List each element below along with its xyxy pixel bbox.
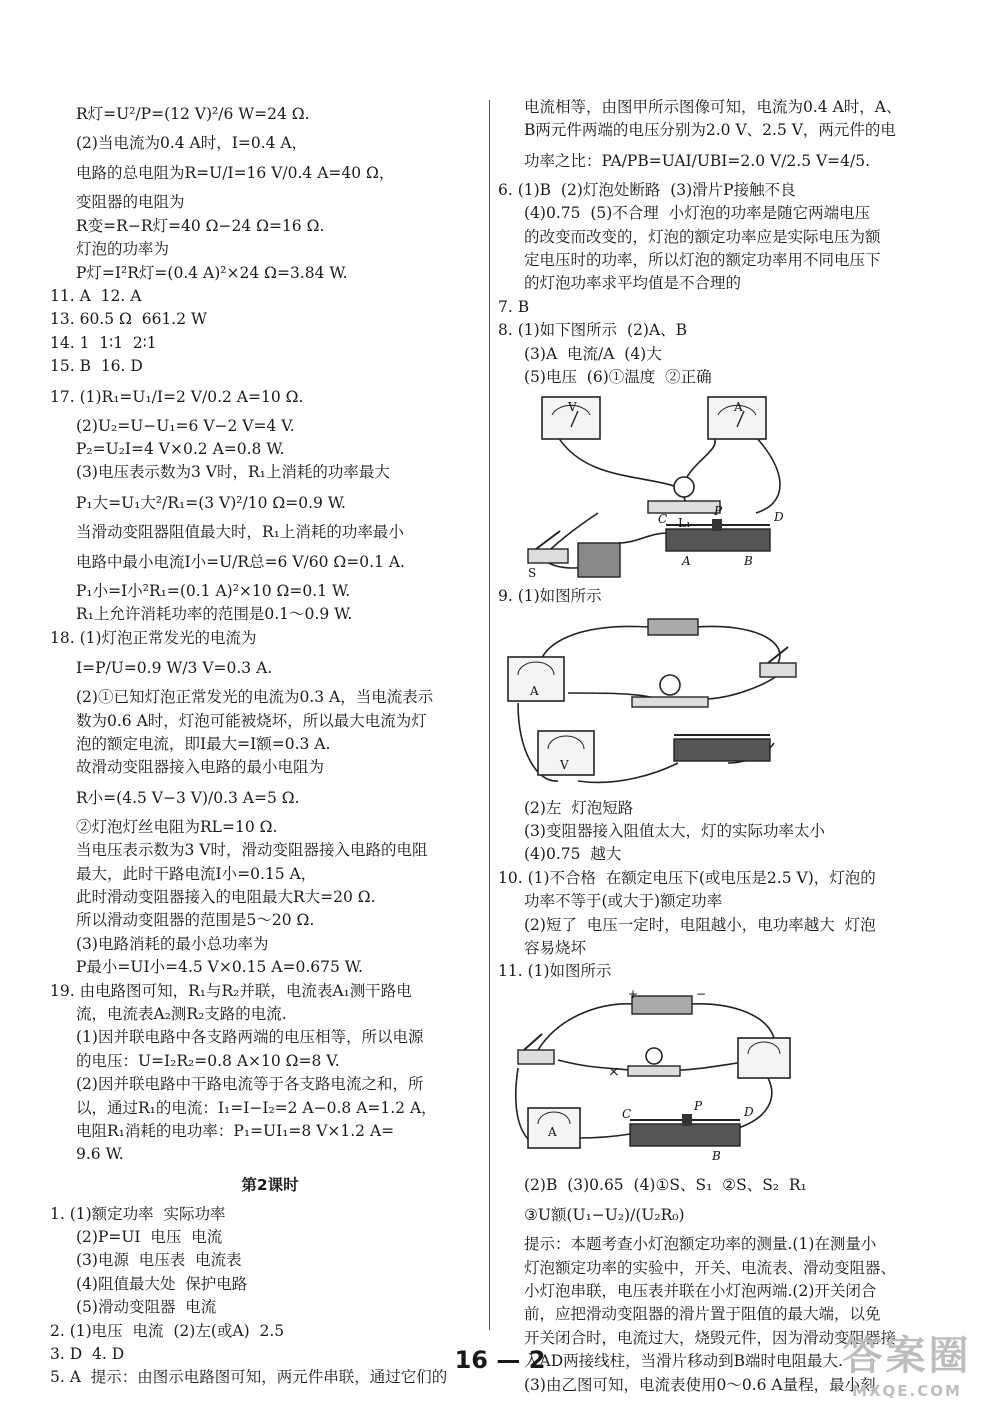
text-line: 的改变而改变的，灯泡的额定功率应是实际电压为额 [524, 227, 881, 246]
watermark-logo [828, 1330, 986, 1410]
rheostat-icon [630, 1114, 740, 1146]
text-line: (1)因并联电路中各支路两端的电压相等，所以电源 [76, 1028, 424, 1047]
switch-icon [528, 531, 568, 563]
text-line: 当滑动变阻器阻值最大时，R₁上消耗的功率最小 [76, 522, 404, 541]
answer-line: 7. B [498, 297, 530, 316]
text-line: (2)U₂=U−U₁=6 V−2 V=4 V. [76, 416, 295, 435]
text-line: 流，电流表A₂测R₂支路的电流. [76, 1004, 287, 1023]
rheostat-icon [674, 735, 770, 761]
text-line: I=P/U=0.9 W/3 V=0.3 A. [76, 659, 273, 678]
fig8-label: B [744, 554, 753, 569]
answer-line: 6. (1)B (2)灯泡处断路 (3)滑片P接触不良 [498, 180, 796, 199]
text-line: (5)电压 (6)①温度 ②正确 [524, 367, 712, 386]
answer-line: 19. 由电路图可知，R₁与R₂并联，电流表A₁测干路电 [50, 981, 412, 1000]
text-line: (3)A 电流/A (4)大 [524, 344, 662, 363]
right-column [498, 96, 946, 1397]
fig11-label: A [548, 1124, 557, 1139]
fig8-label: D [774, 510, 784, 525]
answer-line: 2. (1)电压 电流 (2)左(或A) 2.5 [50, 1321, 285, 1340]
text-line: 电路的总电阻为R=U/I=16 V/0.4 A=40 Ω， [76, 164, 395, 183]
fig11-label: B [712, 1148, 721, 1163]
fig9-label: A [530, 683, 539, 698]
text-line: (4)0.75 越大 [524, 845, 622, 864]
text-line: 入AD两接线柱，当滑片移动到B端时电阻最大. [524, 1352, 843, 1371]
text-line: 以，通过R₁的电流：I₁=I−I₂=2 A−0.8 A=1.2 A， [76, 1098, 437, 1117]
fig8-label: V [568, 400, 577, 415]
answer-line: 10. (1)不合格 在额定电压下(或电压是2.5 V)，灯泡的 [498, 868, 876, 887]
text-line: 故滑动变阻器接入电路的最小电阻为 [76, 758, 325, 777]
section-heading: 第2课时 [241, 1175, 299, 1194]
text-line: (2)当电流为0.4 A时，I=0.4 A， [76, 134, 308, 152]
answer-line: 13. 60.5 Ω 661.2 W [50, 310, 207, 329]
fig8-label: P [714, 504, 723, 519]
text-line: R灯=U²/P=(12 V)²/6 W=24 Ω. [76, 105, 310, 123]
text-line: (5)滑动变阻器 电流 [76, 1298, 217, 1317]
fig8-label: S [528, 566, 537, 580]
fig11-label: − [696, 987, 707, 1001]
text-line: 的电压：U=I₂R₂=0.8 A×10 Ω=8 V. [76, 1051, 340, 1070]
fig8-label: L₁ [678, 516, 691, 531]
text-line: P₁小=I小²R₁=(0.1 A)²×10 Ω=0.1 W. [76, 582, 351, 601]
text-line: (2)①已知灯泡正常发光的电流为0.3 A，当电流表示 [76, 688, 434, 707]
text-line: P₂=U₂I=4 V×0.2 A=0.8 W. [76, 439, 285, 458]
text-line: 小灯泡串联，电压表并联在小灯泡两端.(2)开关闭合 [524, 1281, 877, 1300]
fig9-label: V [560, 757, 569, 772]
text-line: (4)阻值最大处 保护电路 [76, 1274, 248, 1293]
text-line: 9.6 W. [76, 1145, 124, 1164]
text-line: 最大，此时干路电流I小=0.15 A， [76, 864, 317, 883]
text-line: R小=(4.5 V−3 V)/0.3 A=5 Ω. [76, 788, 300, 807]
text-line: R₁上允许消耗功率的范围是0.1～0.9 W. [76, 605, 353, 624]
switch-icon [518, 1034, 554, 1064]
text-line: ②灯泡灯丝电阻为RL=10 Ω. [76, 817, 278, 836]
answer-line: 14. 1 1∶1 2∶1 [50, 333, 157, 352]
battery-icon [578, 543, 620, 577]
text-line: 开关闭合时，电流过大，烧毁元件，因为滑动变阻器接 [524, 1328, 897, 1347]
text-line: (2)P=UI 电压 电流 [76, 1228, 223, 1247]
text-line: P最小=UI小=4.5 V×0.15 A=0.675 W. [76, 958, 363, 977]
answer-line: 1. (1)额定功率 实际功率 [50, 1204, 226, 1223]
text-line: (4)0.75 (5)不合理 小灯泡的功率是随它两端电压 [524, 204, 871, 223]
circuit-diagram-q11 [498, 988, 946, 1168]
bulb-icon [628, 1048, 680, 1076]
page-number: 16 — 2 [454, 1346, 546, 1374]
text-line: 所以滑动变阻器的范围是5～20 Ω. [76, 911, 315, 930]
text-line: (2)左 灯泡短路 [524, 798, 634, 817]
text-line: B两元件两端的电压分别为2.0 V、2.5 V，两元件的电 [524, 121, 896, 140]
answer-line: 11. (1)如图所示 [498, 962, 612, 981]
circuit-diagram-q9 [498, 613, 946, 791]
fig11-label: P [694, 1098, 703, 1113]
voltmeter-icon [738, 1038, 790, 1078]
watermark-domain: MXQE.COM [852, 1382, 962, 1400]
text-line: 前，应把滑动变阻器的滑片置于阻值的最大端，以免 [524, 1305, 881, 1324]
text-line: 功率不等于(或大于)额定功率 [524, 892, 723, 911]
text-line: 泡的额定电流，即I最大=I额=0.3 A. [76, 735, 331, 754]
answer-line: 11. A 12. A [50, 286, 142, 305]
text-line: 当电压表示数为3 V时，滑动变阻器接入电路的电阻 [76, 841, 428, 860]
answer-line: 8. (1)如下图所示 (2)A、B [498, 321, 688, 340]
text-line: R变=R−R灯=40 Ω−24 Ω=16 Ω. [76, 216, 325, 235]
text-line: 灯泡额定功率的实验中，开关、电流表、滑动变阻器、 [524, 1258, 897, 1277]
battery-icon [648, 619, 698, 635]
text-line: 功率之比：PA/PB=UAI/UBI=2.0 V/2.5 V=4/5. [524, 151, 871, 170]
text-line: ③U额(U₁−U₂)/(U₂R₀) [524, 1206, 685, 1225]
text-line: 变阻器的电阻为 [76, 193, 185, 212]
text-line: 灯泡的功率为 [76, 240, 170, 259]
fig11-label: D [744, 1104, 754, 1119]
text-line: (3)电路消耗的最小总功率为 [76, 934, 269, 953]
text-line: (3)变阻器接入阻值太大，灯的实际功率太小 [524, 822, 825, 841]
battery-icon [632, 996, 692, 1014]
text-line: (2)因并联电路中干路电流等于各支路电流之和，所 [76, 1075, 424, 1094]
fig11-label: + [628, 987, 639, 1001]
fig11-label: C [622, 1106, 632, 1121]
text-line: (3)电压表示数为3 V时，R₁上消耗的功率最大 [76, 463, 390, 482]
fig8-label: C [658, 512, 668, 527]
text-line: P₁大=U₁大²/R₁=(3 V)²/10 Ω=0.9 W. [76, 493, 346, 512]
fig8-label: A [734, 400, 743, 415]
text-line: 电路中最小电流I小=U/R总=6 V/60 Ω=0.1 A. [76, 553, 405, 572]
bulb-icon [632, 675, 708, 707]
text-line: (3)电源 电压表 电流表 [76, 1251, 242, 1270]
fig8-label: A [682, 554, 691, 569]
answer-line: 3. D 4. D [50, 1345, 125, 1364]
text-line: (2)B (3)0.65 (4)①S、S₁ ②S、S₂ R₁ [524, 1175, 807, 1194]
text-line: 定电压时的功率，所以灯泡的额定功率用不同电压下 [524, 250, 881, 269]
text-line: P灯=I²R灯=(0.4 A)²×24 Ω=3.84 W. [76, 263, 348, 282]
text-line: (3)由乙图可知，电流表使用0～0.6 A量程，最小刻 [524, 1375, 876, 1394]
text-line: 电阻R₁消耗的电功率：P₁=UI₁=8 V×1.2 A= [76, 1121, 395, 1140]
text-line: 电流相等，由图甲所示图像可知，电流为0.4 A时，A、 [524, 98, 902, 116]
text-line: 的灯泡功率求平均值是不合理的 [524, 274, 742, 293]
text-line: 提示：本题考查小灯泡额定功率的测量.(1)在测量小 [524, 1235, 877, 1254]
watermark-mark: 答案圈 [842, 1333, 972, 1379]
circuit-diagram-q8 [498, 393, 946, 579]
answer-line: 17. (1)R₁=U₁/I=2 V/0.2 A=10 Ω. [50, 387, 304, 406]
answer-line: 15. B 16. D [50, 357, 143, 376]
text-line: 容易烧坏 [524, 939, 587, 958]
fig11-label: × [608, 1063, 620, 1080]
text-line: 数为0.6 A时，灯泡可能被烧坏，所以最大电流为灯 [76, 711, 427, 730]
text-line: (2)短了 电压一定时，电阻越小，电功率越大 灯泡 [524, 915, 876, 934]
left-column [50, 96, 490, 1390]
answer-line: 18. (1)灯泡正常发光的电流为 [50, 628, 257, 647]
text-line: 此时滑动变阻器接入的电阻最大R大=20 Ω. [76, 887, 376, 906]
answer-line: 5. A 提示：由图示电路图可知，两元件串联，通过它们的 [50, 1368, 448, 1387]
answer-line: 9. (1)如图所示 [498, 587, 602, 606]
